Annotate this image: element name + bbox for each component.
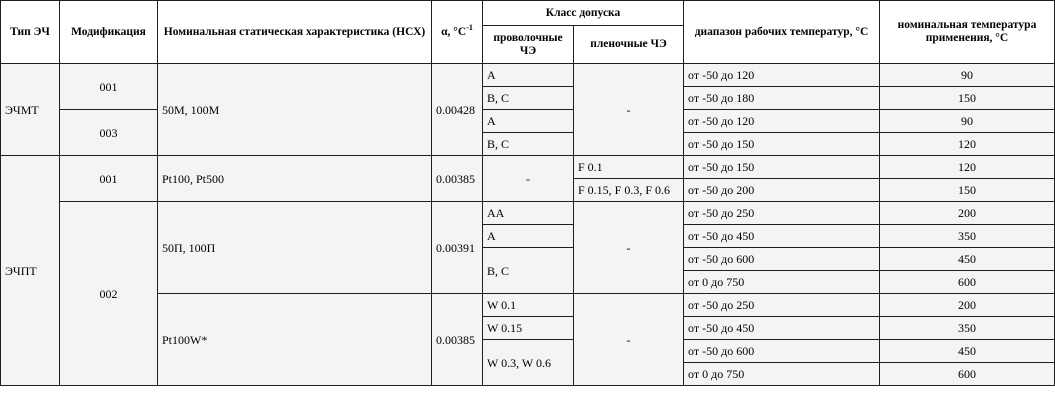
cell-nominal-temp: 120 (880, 156, 1055, 179)
cell-nsx: Pt100W* (158, 294, 432, 386)
cell-temp-range: от -50 до 200 (684, 179, 880, 202)
cell-nominal-temp: 150 (880, 179, 1055, 202)
cell-modification: 003 (60, 110, 158, 156)
cell-wire-class: A (483, 64, 574, 87)
cell-temp-range: от -50 до 150 (684, 133, 880, 156)
cell-film-class: - (574, 202, 684, 294)
cell-nominal-temp: 600 (880, 271, 1055, 294)
cell-temp-range: от -50 до 600 (684, 248, 880, 271)
header-film-ce: пленочные ЧЭ (574, 26, 684, 64)
header-wire-ce: проволочные ЧЭ (483, 26, 574, 64)
cell-modification: 001 (60, 156, 158, 202)
header-tolerance-class: Класс допуска (483, 1, 684, 26)
cell-wire-class: A (483, 225, 574, 248)
cell-wire-class: B, C (483, 248, 574, 294)
cell-nsx: Pt100, Pt500 (158, 156, 432, 202)
table-row (1, 156, 1055, 179)
table-header (1, 1, 1055, 64)
cell-type: ЭЧМТ (1, 64, 60, 156)
cell-nominal-temp: 90 (880, 110, 1055, 133)
cell-nominal-temp: 600 (880, 363, 1055, 386)
cell-type: ЭЧПТ (1, 156, 60, 386)
cell-temp-range: от -50 до 450 (684, 317, 880, 340)
table-row (1, 202, 1055, 225)
cell-nominal-temp: 450 (880, 340, 1055, 363)
cell-nsx: 50М, 100М (158, 64, 432, 156)
header-alpha-label: α, °С (441, 25, 467, 38)
cell-nominal-temp: 120 (880, 133, 1055, 156)
cell-wire-class: W 0.3, W 0.6 (483, 340, 574, 386)
cell-wire-class: B, C (483, 87, 574, 110)
header-nominal-temp: номинальная температура применения, °С (880, 1, 1055, 64)
cell-film-class: - (574, 294, 684, 386)
cell-nsx: 50П, 100П (158, 202, 432, 294)
cell-wire-class: A (483, 110, 574, 133)
cell-temp-range: от 0 до 750 (684, 363, 880, 386)
cell-film-class: - (574, 64, 684, 156)
cell-alpha: 0.00428 (432, 64, 483, 156)
table-row (1, 64, 1055, 87)
cell-temp-range: от -50 до 180 (684, 87, 880, 110)
cell-nominal-temp: 150 (880, 87, 1055, 110)
header-nsx: Номинальная статическая характеристика (НСХ) (158, 1, 432, 64)
cell-modification: 002 (60, 202, 158, 386)
cell-alpha: 0.00385 (432, 294, 483, 386)
cell-wire-class: AA (483, 202, 574, 225)
table-body (1, 64, 1055, 386)
cell-temp-range: от -50 до 450 (684, 225, 880, 248)
cell-temp-range: от 0 до 750 (684, 271, 880, 294)
cell-temp-range: от -50 до 250 (684, 202, 880, 225)
cell-nominal-temp: 200 (880, 294, 1055, 317)
cell-nominal-temp: 90 (880, 64, 1055, 87)
table-row (1, 294, 1055, 317)
header-alpha-exponent: -1 (466, 22, 473, 32)
cell-wire-class: W 0.1 (483, 294, 574, 317)
header-modification: Модификация (60, 1, 158, 64)
cell-film-class: F 0.15, F 0.3, F 0.6 (574, 179, 684, 202)
cell-film-class: F 0.1 (574, 156, 684, 179)
cell-temp-range: от -50 до 250 (684, 294, 880, 317)
cell-temp-range: от -50 до 150 (684, 156, 880, 179)
cell-wire-class: - (483, 156, 574, 202)
cell-nominal-temp: 350 (880, 225, 1055, 248)
cell-alpha: 0.00385 (432, 156, 483, 202)
cell-nominal-temp: 350 (880, 317, 1055, 340)
cell-modification: 001 (60, 64, 158, 110)
cell-temp-range: от -50 до 120 (684, 110, 880, 133)
cell-alpha: 0.00391 (432, 202, 483, 294)
cell-nominal-temp: 200 (880, 202, 1055, 225)
cell-wire-class: B, C (483, 133, 574, 156)
header-type: Тип ЭЧ (1, 1, 60, 64)
header-alpha (432, 1, 483, 64)
cell-wire-class: W 0.15 (483, 317, 574, 340)
header-temp-range: диапазон рабочих температур, °С (684, 1, 880, 64)
cell-temp-range: от -50 до 120 (684, 64, 880, 87)
cell-nominal-temp: 450 (880, 248, 1055, 271)
cell-temp-range: от -50 до 600 (684, 340, 880, 363)
